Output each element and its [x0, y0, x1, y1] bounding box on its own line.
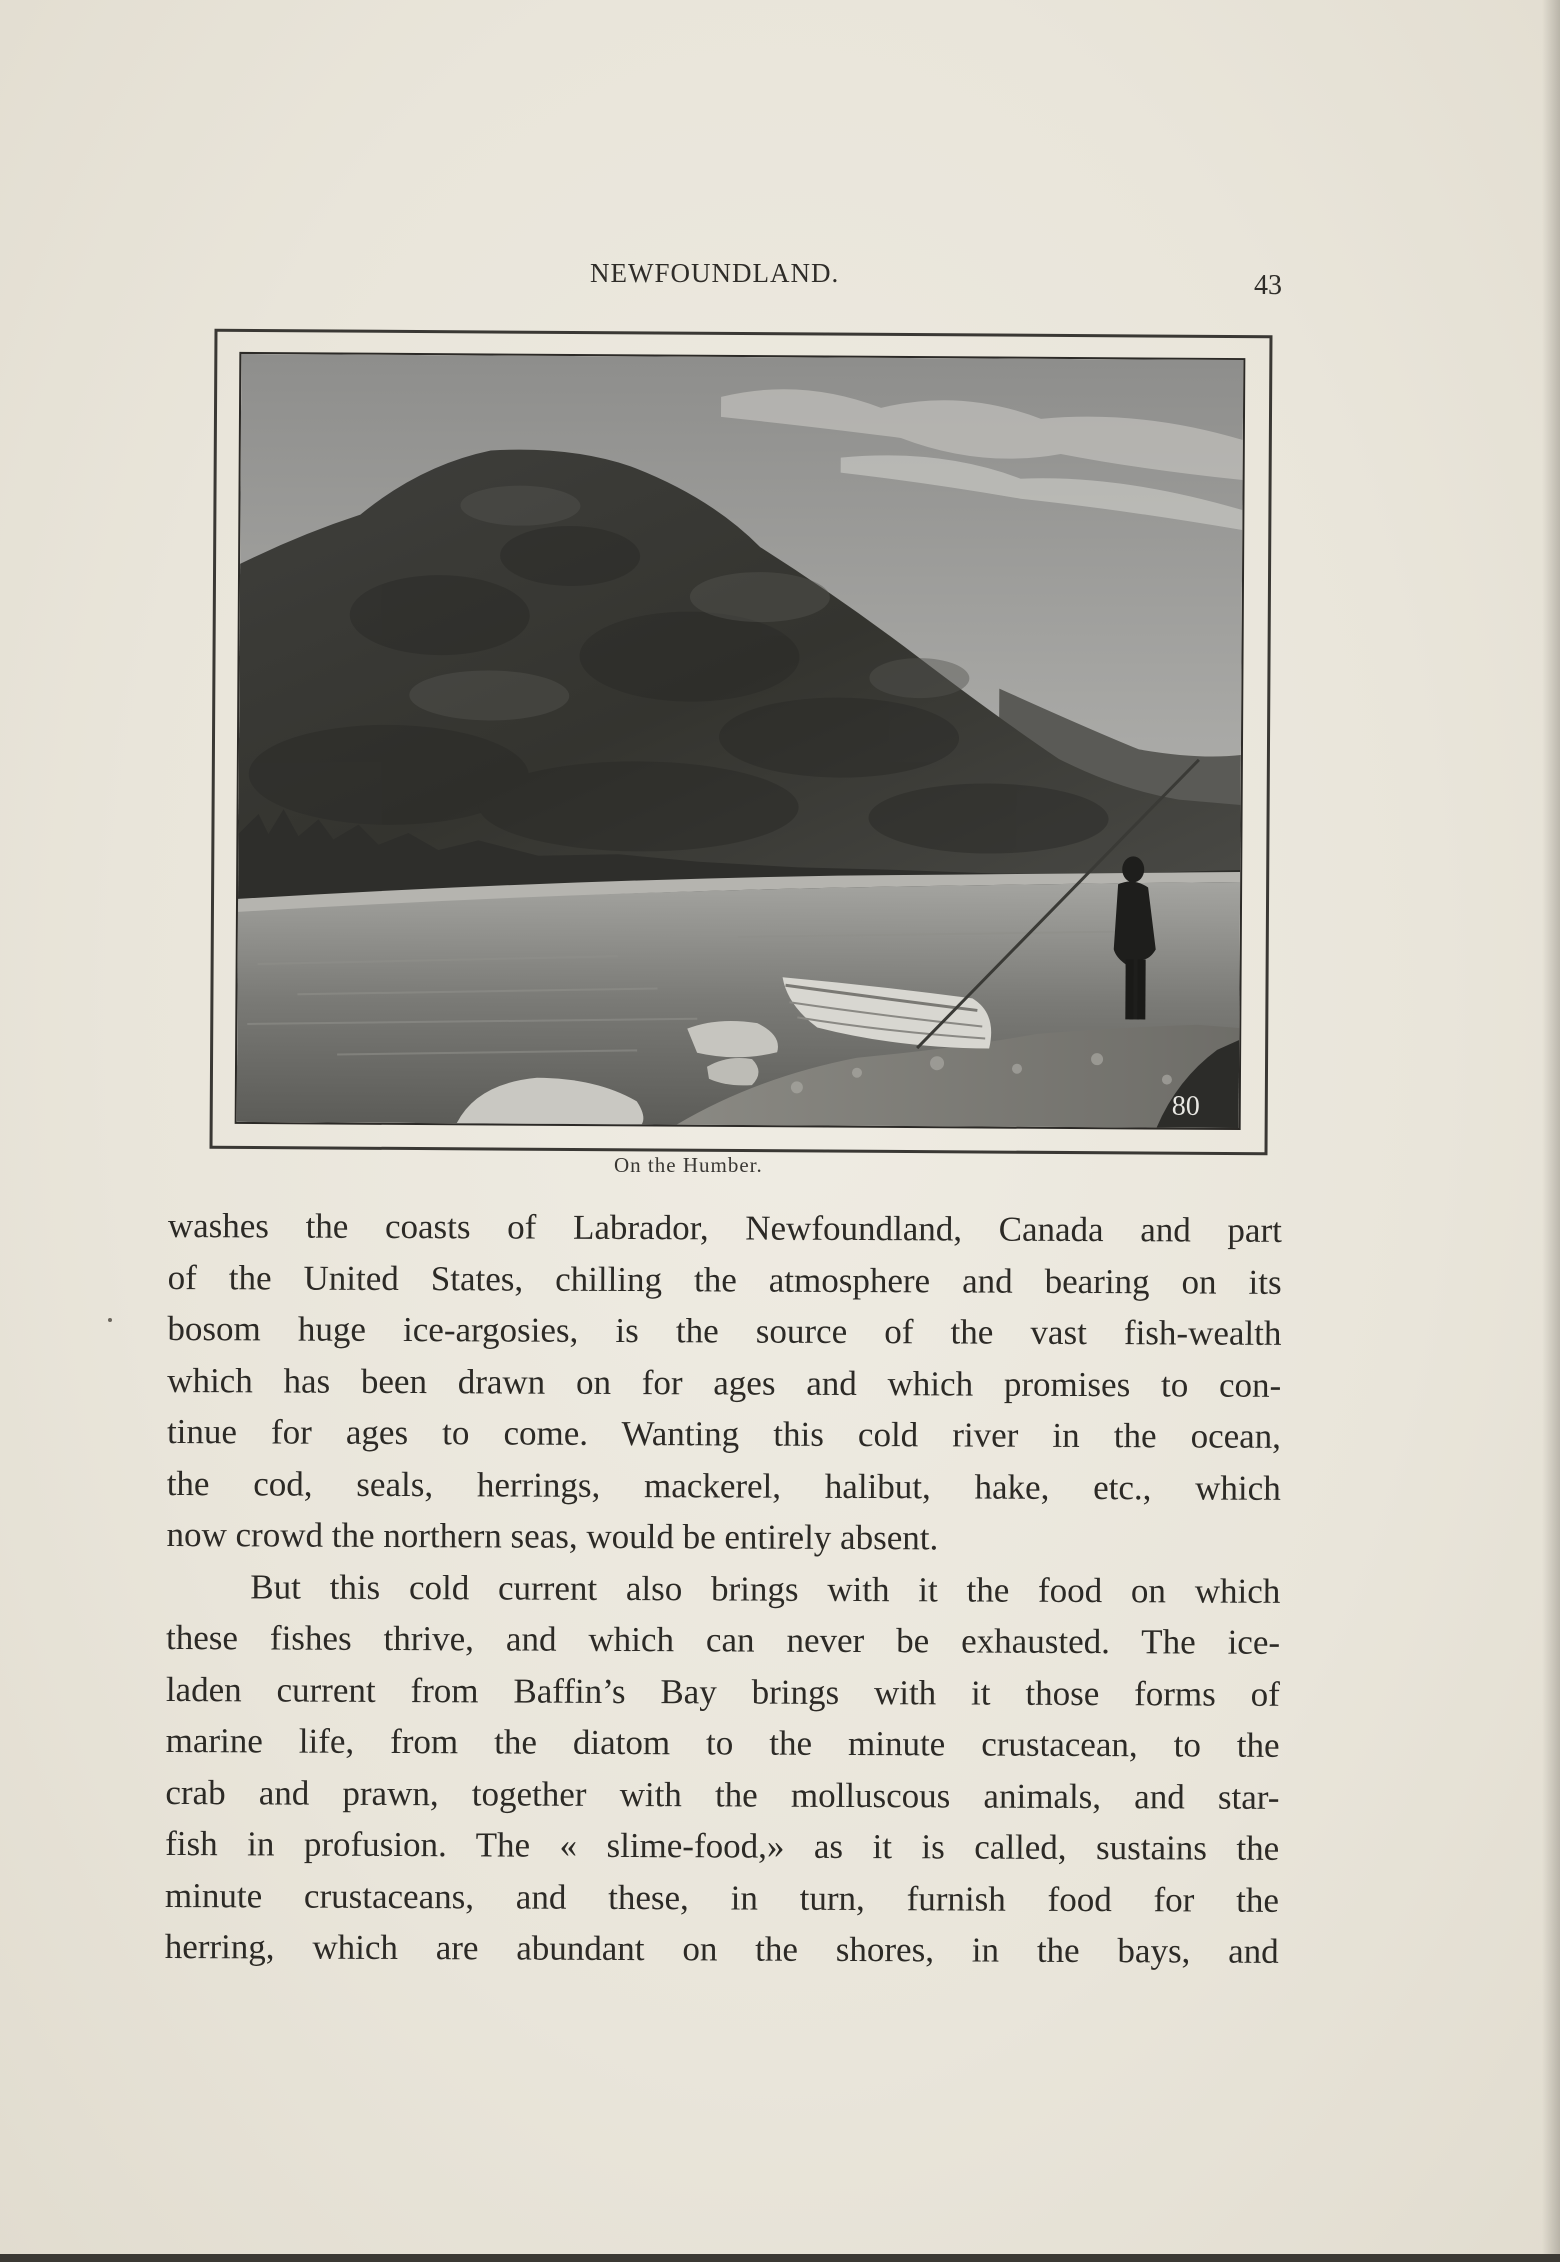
text-line: laden current from Baffin’s Bay brings with it those forms of: [165, 1669, 1280, 1714]
figure-caption: On the Humber.: [614, 1153, 763, 1177]
margin-speck: [108, 1318, 112, 1322]
text-line: of the United States, chilling the atmosphere and bearing on its: [167, 1257, 1282, 1302]
running-head: NEWFOUNDLAND.: [590, 258, 840, 288]
text-line: bosom huge ice-argosies, is the source of the vast fish-wealth: [167, 1308, 1282, 1353]
text-line: fish in profusion. The « slime-food,» as it is called, sustains the: [165, 1823, 1280, 1868]
text-line: marine life, from the diatom to the minute crustacean, to the: [165, 1720, 1280, 1765]
page-bottom-edge: [0, 2254, 1560, 2262]
text-line: minute crustaceans, and these, in turn, furnish food for the: [164, 1875, 1280, 1920]
mountain-river-photo-icon: [237, 354, 1244, 1128]
text-line: herring, which are abundant on the shores, in the bays, and: [164, 1926, 1279, 1971]
text-line: But this cold current also brings with it the food on which: [250, 1566, 1281, 1611]
text-line: crab and prawn, together with the molluscous animals, and star-: [165, 1772, 1280, 1817]
text-line: washes the coasts of Labrador, Newfoundland, Canada and part: [167, 1206, 1282, 1250]
page-number: 43: [1254, 270, 1282, 301]
text-line: now crowd the northern seas, would be entirely absent.: [166, 1514, 939, 1558]
plate-corner-mark: 80: [1171, 1090, 1200, 1122]
photo-plate-frame: [210, 329, 1273, 1155]
body-text: [165, 1200, 1282, 1977]
text-line: tinue for ages to come. Wanting this cold river in the ocean,: [166, 1411, 1282, 1456]
text-line: these fishes thrive, and which can never be exhausted. The ice-: [166, 1617, 1281, 1662]
text-line: the cod, seals, herrings, mackerel, halibut, hake, etc., which: [166, 1463, 1281, 1508]
page-edge-shadow: [1542, 0, 1560, 2262]
text-line: which has been drawn on for ages and which promises to con-: [167, 1360, 1282, 1405]
photo-plate: [235, 352, 1246, 1130]
